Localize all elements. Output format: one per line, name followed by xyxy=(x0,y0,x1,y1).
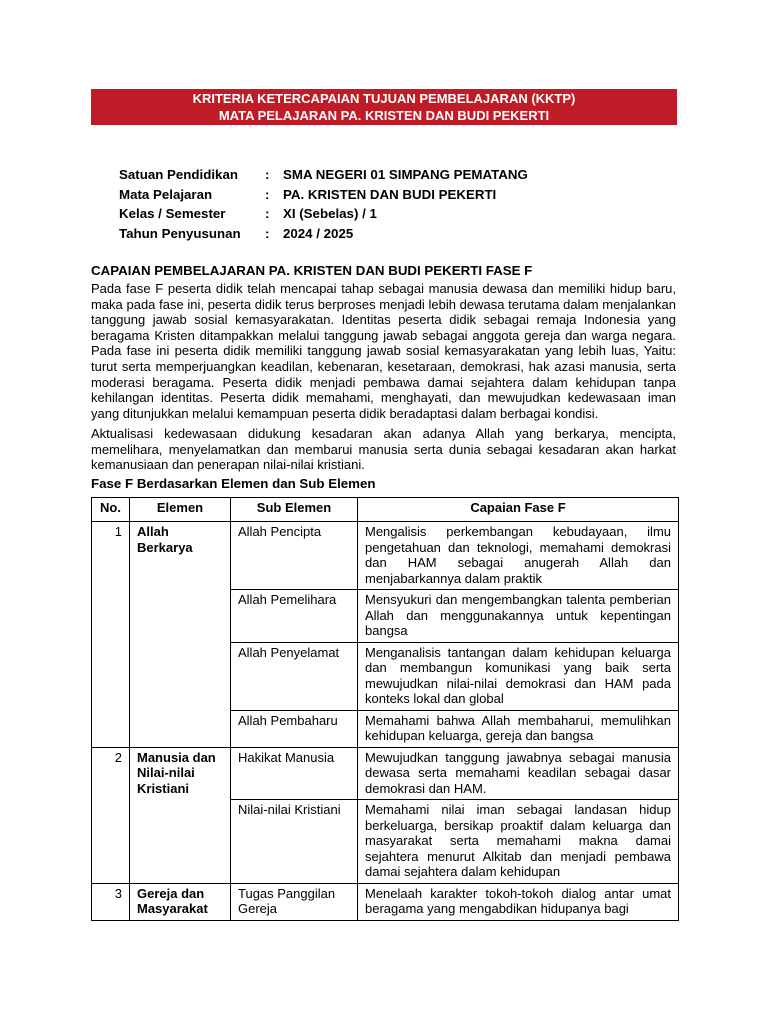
table-row xyxy=(92,883,679,920)
capaian-cell: Mewujudkan tanggung jawabnya sebagai manusia dewasa serta memahami keadilan sebagai dasar demokrasi dan HAM. xyxy=(358,747,679,800)
info-value: PA. KRISTEN DAN BUDI PEKERTI xyxy=(283,186,497,202)
title-line-2: MATA PELAJARAN PA. KRISTEN DAN BUDI PEKERTI xyxy=(218,108,550,123)
capaian-cell: Mengalisis perkembangan kebudayaan, ilmu pengetahuan dan teknologi, memahami demokrasi dan HAM sebagai anugerah Allah dan menjabarkannya dalam praktik xyxy=(358,522,679,590)
header-sub-elemen: Sub Elemen xyxy=(231,498,358,522)
info-row-tahun xyxy=(119,224,528,244)
header-capaian: Capaian Fase F xyxy=(358,498,679,522)
info-row-mapel xyxy=(119,185,528,205)
sub-elemen-cell: Allah Pembaharu xyxy=(231,710,358,747)
capaian-cell: Memahami bahwa Allah membaharui, memulihkan kehidupan keluarga, gereja dan bangsa xyxy=(358,710,679,747)
capaian-table xyxy=(91,497,679,921)
title-banner xyxy=(91,89,677,125)
info-label: Tahun Penyusunan xyxy=(119,226,241,242)
info-value: 2024 / 2025 xyxy=(283,226,354,242)
capaian-cell: Menelaah karakter tokoh-tokoh dialog antar umat beragama yang mengabdikan hidupanya bagi xyxy=(358,883,679,920)
elemen-cell: Allah Berkarya xyxy=(130,522,231,748)
table-row xyxy=(92,747,679,800)
info-value: XI (Sebelas) / 1 xyxy=(283,206,377,222)
row-number: 1 xyxy=(92,522,130,748)
header-elemen: Elemen xyxy=(130,498,231,522)
capaian-cell: Memahami nilai iman sebagai landasan hidup berkeluarga, bersikap proaktif dalam keluarga dan masyarakat serta memahami makna damai sejahtera menurut Alkitab dan menjadi pembawa damai sejahtera dalam kehidupan xyxy=(358,800,679,884)
sub-elemen-cell: Hakikat Manusia xyxy=(231,747,358,800)
elemen-cell: Manusia dan Nilai-nilai Kristiani xyxy=(130,747,231,883)
sub-elemen-cell: Allah Pencipta xyxy=(231,522,358,590)
row-number: 3 xyxy=(92,883,130,920)
capaian-cell: Mensyukuri dan mengembangkan talenta pemberian Allah dan menggunakannya untuk kepentingan bangsa xyxy=(358,590,679,643)
row-number: 2 xyxy=(92,747,130,883)
info-row-satuan xyxy=(119,165,528,185)
cp-paragraph-1: Pada fase F peserta didik telah mencapai tahap sebagai manusia dewasa dan memiliki hidup baru, maka pada fase ini, peserta didik terus berproses menjadi lebih dewasa terutama dalam menjalankan tanggung jawab sosial kemasyarakatan. Identitas peserta didik sebagai remaja Indonesia yang beragama Kristen ditampakkan melalui tanggung jawab sebagai anggota gereja dan warga negara. Pada fase ini peserta didik memiliki tanggung jawab sosial kemasyarakatan yang lebih luas, Yaitu: turut serta memperjuangkan keadilan, kebenaran, kesetaraan, demokrasi, hak azasi manusia, serta moderasi beragama. Peserta didik menjadi pembawa damai sejahtera dalam kehidupan tanpa kehilangan identitas. Peserta didik memahami, menghayati, dan mewujudkan kedewasaan iman yang ditunjukkan melalui kemampuan peserta didik beradaptasi dalam berbagai kondisi. xyxy=(91,281,676,421)
fase-heading: Fase F Berdasarkan Elemen dan Sub Elemen xyxy=(91,476,376,491)
header-no: No. xyxy=(92,498,130,522)
info-row-kelas xyxy=(119,204,528,224)
table-row xyxy=(92,522,679,590)
info-colon: : xyxy=(265,206,270,222)
elemen-cell: Gereja dan Masyarakat xyxy=(130,883,231,920)
info-value: SMA NEGERI 01 SIMPANG PEMATANG xyxy=(283,167,528,182)
cp-paragraph-2: Aktualisasi kedewasaan didukung kesadaran akan adanya Allah yang berkarya, mencipta, memelihara, menyelamatkan dan membarui manusia serta dunia sebagai kesadaran akan harkat kemanusiaan dan penerapan nilai-nilai kristiani. xyxy=(91,426,676,473)
info-colon: : xyxy=(265,167,270,182)
info-label: Satuan Pendidikan xyxy=(119,167,238,182)
table-header-row xyxy=(92,498,679,522)
sub-elemen-cell: Allah Penyelamat xyxy=(231,642,358,710)
sub-elemen-cell: Allah Pemelihara xyxy=(231,590,358,643)
cp-heading: CAPAIAN PEMBELAJARAN PA. KRISTEN DAN BUDI PEKERTI FASE F xyxy=(91,263,533,278)
identity-block xyxy=(119,165,528,244)
sub-elemen-cell: Nilai-nilai Kristiani xyxy=(231,800,358,884)
sub-elemen-cell: Tugas Panggilan Gereja xyxy=(231,883,358,920)
capaian-cell: Menganalisis tantangan dalam kehidupan keluarga dan membangun komunikasi yang baik serta mewujudkan nilai-nilai demokrasi dan HAM pada konteks lokal dan global xyxy=(358,642,679,710)
info-label: Kelas / Semester xyxy=(119,206,226,222)
info-label: Mata Pelajaran xyxy=(119,186,213,202)
info-colon: : xyxy=(265,226,270,242)
title-line-1: KRITERIA KETERCAPAIAN TUJUAN PEMBELAJARAN (KKTP) xyxy=(192,91,576,106)
info-colon: : xyxy=(265,186,270,202)
